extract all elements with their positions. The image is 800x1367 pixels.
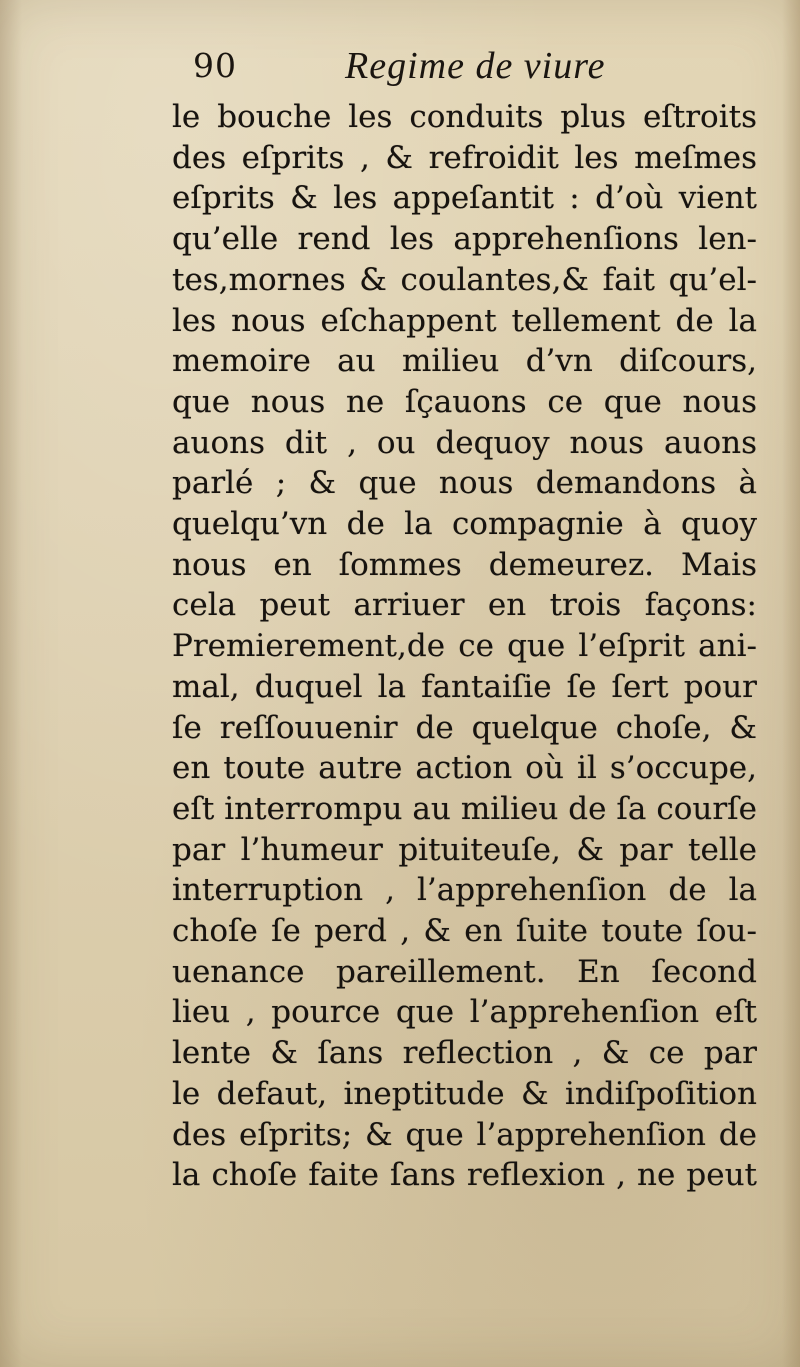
text-line: cela peut arriuer en trois façons: <box>172 587 757 624</box>
text-line: Premierement,de ce que l’eſprit ani- <box>172 628 757 665</box>
text-line: auons dit , ou dequoy nous auons <box>172 424 757 461</box>
text-line: uenance pareillement. En ſecond <box>172 953 757 990</box>
page-number: 90 <box>193 46 237 85</box>
page-gutter-shadow <box>0 0 22 1367</box>
page-edge-shadow <box>782 0 800 1367</box>
text-line: lente & ſans reflection , & ce par <box>172 1035 757 1072</box>
text-line: quelqu’vn de la compagnie à quoy <box>172 506 757 543</box>
body-text <box>172 97 757 1196</box>
text-line: memoire au milieu d’vn diſcours, <box>172 343 757 380</box>
text-line: le bouche les conduits plus eſtroits <box>172 99 757 135</box>
text-line: parlé ; & que nous demandons à <box>172 465 757 502</box>
text-line: des eſprits; & que l’apprehenſion de <box>172 1116 757 1153</box>
text-line: ſe reſſouuenir de quelque choſe, & <box>172 709 757 746</box>
page-header <box>193 38 753 94</box>
text-line: qu’elle rend les apprehenſions len- <box>172 221 757 258</box>
text-line: eſt interrompu au milieu de ſa courſe <box>172 790 757 827</box>
text-line: la choſe faite ſans reflexion , ne peut <box>172 1157 757 1194</box>
text-line: par l’humeur pituiteuſe, & par telle <box>172 831 757 868</box>
text-line: nous en ſommes demeurez. Mais <box>172 546 757 583</box>
text-line: mal, duquel la fantaiſie ſe ſert pour <box>172 668 757 705</box>
text-line: interruption , l’apprehenſion de la <box>172 872 757 909</box>
text-line: choſe ſe perd , & en ſuite toute ſou- <box>172 913 757 950</box>
text-line: en toute autre action où il s’occupe, <box>172 750 757 787</box>
text-line: tes,mornes & coulantes,& fait qu’el- <box>172 261 757 298</box>
text-line: que nous ne ſçauons ce que nous <box>172 383 757 420</box>
running-title: Regime de viure <box>345 45 606 87</box>
text-line: le defaut, ineptitude & indiſpoſition <box>172 1075 757 1112</box>
text-line: des eſprits , & refroidit les meſmes <box>172 139 757 176</box>
text-line: eſprits & les appeſantit : d’où vient <box>172 180 757 217</box>
text-line: les nous eſchappent tellement de la <box>172 302 757 339</box>
text-line: lieu , pource que l’apprehenſion eſt <box>172 994 757 1031</box>
